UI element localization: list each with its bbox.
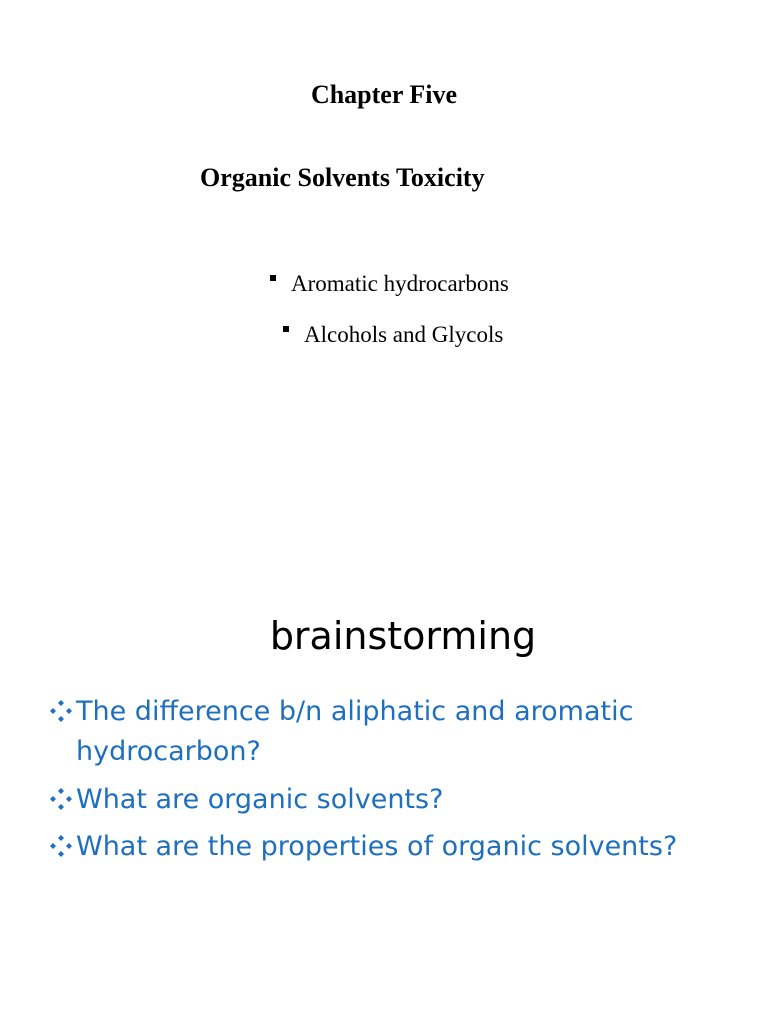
diamond-bullet-icon: [48, 833, 74, 859]
section-title: Organic Solvents Toxicity: [200, 163, 485, 192]
brainstorming-title: brainstorming: [269, 614, 537, 658]
diamond-bullet-icon: [48, 698, 74, 724]
question-label: The difference b/n aliphatic and aromatic hydrocarbon?: [76, 696, 634, 767]
chapter-title: Chapter Five: [310, 80, 458, 109]
square-bullet-icon: [270, 275, 276, 281]
topic-label: Alcohols and Glycols: [304, 322, 504, 347]
question-label: What are organic solvents?: [76, 784, 444, 815]
question-label: What are the properties of organic solvents?: [76, 831, 678, 862]
diamond-bullet-icon: [48, 786, 74, 812]
question-item: [48, 692, 748, 772]
question-item: [48, 827, 748, 867]
topic-label: Aromatic hydrocarbons: [291, 271, 509, 296]
topic-item: [283, 322, 503, 348]
topic-item: [270, 271, 509, 297]
question-item: [48, 780, 748, 820]
square-bullet-icon: [283, 326, 289, 332]
